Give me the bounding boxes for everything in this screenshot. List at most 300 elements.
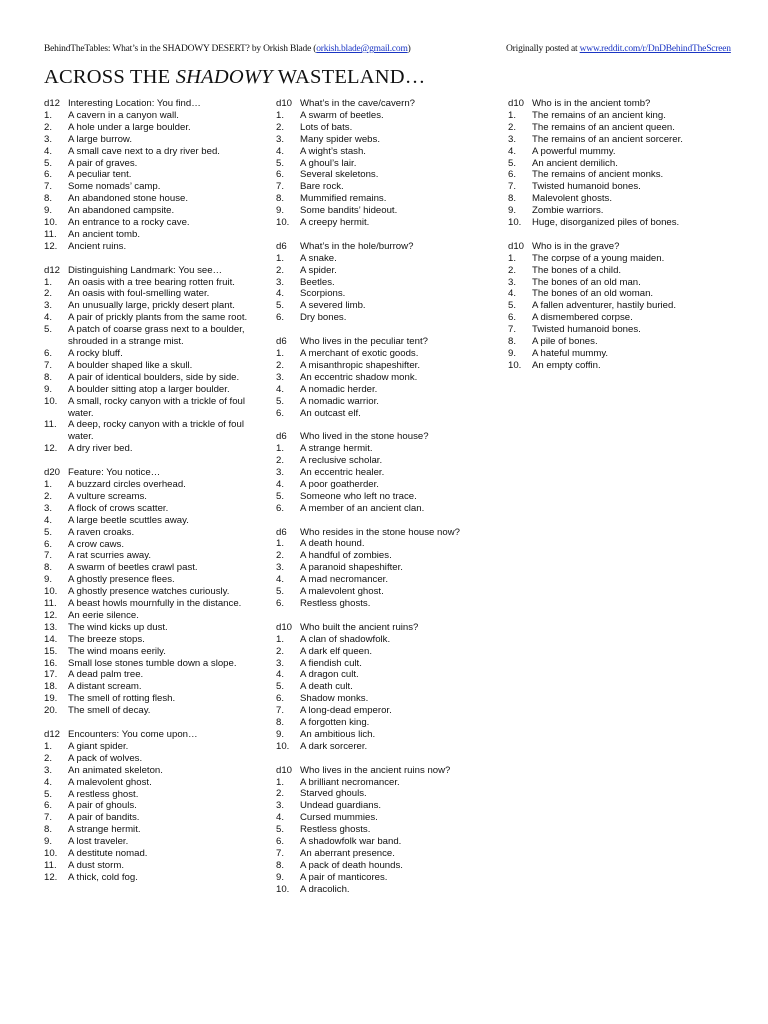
row-text: The wind moans eerily. xyxy=(68,645,166,657)
table-row xyxy=(44,693,264,705)
row-text: A malevolent ghost. xyxy=(68,776,152,788)
table-row xyxy=(508,193,728,205)
row-number: 10. xyxy=(44,586,58,598)
row-number: 4. xyxy=(276,669,285,681)
row-text: Someone who left no trace. xyxy=(300,490,417,502)
row-number: 7. xyxy=(276,848,285,859)
row-number: 9. xyxy=(44,574,53,586)
table-row xyxy=(44,217,264,229)
row-text: A patch of coarse grass next to a boulder, shrouded in a strange mist. xyxy=(68,324,245,348)
row-number: 19. xyxy=(44,693,58,705)
table-header xyxy=(276,431,496,443)
row-text: Twisted humanoid bones. xyxy=(532,181,641,193)
table-row xyxy=(44,669,264,681)
table-row xyxy=(44,205,264,217)
row-text: Zombie warriors. xyxy=(532,205,604,217)
row-text: A shadowfolk war band. xyxy=(300,836,402,848)
row-number: 12. xyxy=(44,609,58,621)
table-question: Who is in the ancient tomb? xyxy=(532,98,651,109)
author-email-link[interactable]: orkish.blade@gmail.com xyxy=(316,44,408,54)
table-header xyxy=(44,265,264,277)
row-number: 4. xyxy=(276,383,285,395)
row-text: Twisted humanoid bones. xyxy=(532,324,641,336)
table-header xyxy=(276,241,496,253)
row-text: A paranoid shapeshifter. xyxy=(300,562,403,574)
table-row xyxy=(44,681,264,693)
row-number: 1. xyxy=(276,776,285,788)
row-number: 4. xyxy=(44,312,53,324)
table-row xyxy=(44,312,264,324)
roll-table xyxy=(276,241,496,324)
table-row xyxy=(508,312,728,324)
row-text: Small lose stones tumble down a slope. xyxy=(68,657,237,669)
table-row xyxy=(44,550,264,562)
table-row xyxy=(44,527,264,539)
page-title-post: WASTELAND… xyxy=(272,66,426,88)
row-number: 12. xyxy=(44,240,58,252)
row-number: 12. xyxy=(44,871,58,883)
row-text: A small, rocky canyon with a trickle of foul water. xyxy=(68,395,246,419)
row-text: A nomadic warrior. xyxy=(300,395,379,407)
die-type: d10 xyxy=(508,98,525,109)
table-row xyxy=(276,455,496,467)
row-text: An ancient tomb. xyxy=(68,228,140,240)
row-number: 2. xyxy=(276,550,285,562)
row-number: 6. xyxy=(276,693,285,705)
row-text: A ghoul’s lair. xyxy=(300,157,357,169)
row-text: A large burrow. xyxy=(68,133,132,145)
table-row xyxy=(44,288,264,300)
row-number: 5. xyxy=(44,157,53,169)
table-row xyxy=(276,110,496,122)
row-number: 3. xyxy=(276,467,285,479)
table-row xyxy=(508,205,728,217)
table-row xyxy=(44,122,264,134)
table-header xyxy=(276,622,496,634)
row-text: A mad necromancer. xyxy=(300,574,388,586)
row-number: 7. xyxy=(508,324,517,336)
table-row xyxy=(44,705,264,717)
roll-table xyxy=(276,336,496,419)
table-row xyxy=(276,158,496,170)
row-number: 2. xyxy=(276,359,285,371)
row-text: A pair of bandits. xyxy=(68,812,140,824)
row-text: Some nomads’ camp. xyxy=(68,181,161,193)
row-text: An oasis with a tree bearing rotten fruit. xyxy=(68,276,235,288)
row-text: A strange hermit. xyxy=(68,824,141,836)
roll-table xyxy=(276,622,496,753)
roll-table xyxy=(44,467,264,717)
table-row xyxy=(276,634,496,646)
table-row xyxy=(276,467,496,479)
row-text: The remains of ancient monks. xyxy=(532,169,664,181)
row-text: A death cult. xyxy=(300,681,353,693)
row-number: 5. xyxy=(508,157,517,169)
roll-table xyxy=(276,431,496,514)
row-number: 3. xyxy=(44,764,53,776)
row-number: 5. xyxy=(44,526,53,538)
table-question: Interesting Location: You find… xyxy=(68,98,201,109)
header-attribution-text: BehindTheTables: What’s in the SHADOWY DESERT? by Orkish Blade ( xyxy=(44,44,317,54)
table-row xyxy=(44,324,264,348)
table-row xyxy=(44,515,264,527)
table-row xyxy=(276,348,496,360)
row-number: 10. xyxy=(44,848,58,860)
row-text: Lots of bats. xyxy=(300,121,353,133)
table-row xyxy=(276,872,496,884)
row-text: A nomadic herder. xyxy=(300,383,378,395)
row-number: 4. xyxy=(276,812,285,824)
row-text: A buzzard circles overhead. xyxy=(68,478,186,490)
row-number: 3. xyxy=(276,657,285,669)
table-row xyxy=(44,372,264,384)
row-text: A forgotten king. xyxy=(300,717,370,729)
row-text: An eerie silence. xyxy=(68,609,139,621)
die-type: d12 xyxy=(44,264,61,276)
row-text: An unusually large, prickly desert plant. xyxy=(68,300,235,312)
row-text: A rocky bluff. xyxy=(68,348,123,360)
row-text: A deep, rocky canyon with a trickle of foul water. xyxy=(68,419,244,443)
row-text: An outcast elf. xyxy=(300,407,361,419)
row-number: 6. xyxy=(276,836,285,848)
row-text: A peculiar tent. xyxy=(68,169,132,181)
row-number: 6. xyxy=(508,169,517,181)
table-row xyxy=(508,169,728,181)
row-text: A ghostly presence flees. xyxy=(68,574,175,586)
row-text: A swarm of beetles crawl past. xyxy=(68,562,198,574)
row-text: A dracolich. xyxy=(300,883,350,895)
row-text: A strange hermit. xyxy=(300,443,373,455)
row-number: 8. xyxy=(508,193,517,205)
row-number: 3. xyxy=(44,502,53,514)
row-number: 11. xyxy=(44,859,57,871)
row-text: A flock of crows scatter. xyxy=(68,502,169,514)
table-row xyxy=(508,253,728,265)
row-text: Ancient ruins. xyxy=(68,240,127,252)
die-type: d20 xyxy=(44,467,61,479)
table-row xyxy=(44,479,264,491)
table-row xyxy=(276,646,496,658)
row-text: A lost traveler. xyxy=(68,836,129,848)
table-row xyxy=(276,384,496,396)
row-number: 9. xyxy=(276,871,285,883)
row-text: A hateful mummy. xyxy=(532,348,609,360)
row-number: 3. xyxy=(276,800,285,812)
row-text: A long-dead emperor. xyxy=(300,705,392,717)
row-number: 2. xyxy=(508,264,517,276)
table-row xyxy=(276,658,496,670)
table-question: What’s in the cave/cavern? xyxy=(300,98,416,109)
table-header xyxy=(276,336,496,348)
table-row xyxy=(44,658,264,670)
row-number: 2. xyxy=(44,121,53,133)
row-text: The wind kicks up dust. xyxy=(68,621,168,633)
table-row xyxy=(276,562,496,574)
row-text: A swarm of beetles. xyxy=(300,109,384,121)
row-text: A dark elf queen. xyxy=(300,645,373,657)
row-number: 6. xyxy=(44,800,53,812)
die-type: d10 xyxy=(508,240,525,252)
column-1 xyxy=(44,98,264,896)
row-number: 2. xyxy=(44,752,53,764)
row-number: 8. xyxy=(44,193,53,205)
roll-table xyxy=(508,98,728,229)
table-row xyxy=(44,134,264,146)
row-text: A severed limb. xyxy=(300,300,366,312)
row-number: 1. xyxy=(44,740,53,752)
table-question: Who resides in the stone house now? xyxy=(300,526,460,538)
row-text: An abandoned campsite. xyxy=(68,205,175,217)
row-number: 8. xyxy=(44,562,53,574)
page-title-italic: SHADOWY xyxy=(175,66,273,88)
row-number: 7. xyxy=(44,812,53,824)
row-text: A handful of zombies. xyxy=(300,550,392,562)
table-row xyxy=(44,110,264,122)
row-number: 20. xyxy=(44,705,58,717)
die-type: d6 xyxy=(276,336,287,348)
table-row xyxy=(276,408,496,420)
table-row xyxy=(276,396,496,408)
row-text: A boulder sitting atop a larger boulder. xyxy=(68,383,230,395)
row-text: Scorpions. xyxy=(300,288,346,300)
table-question: Encounters: You come upon… xyxy=(68,728,198,740)
row-number: 14. xyxy=(44,633,58,645)
table-row xyxy=(508,122,728,134)
table-row xyxy=(276,729,496,741)
row-number: 9. xyxy=(508,205,517,217)
row-number: 1. xyxy=(276,538,285,550)
roll-table xyxy=(276,527,496,610)
row-number: 2. xyxy=(276,645,285,657)
page-title-pre: ACROSS THE xyxy=(44,66,176,88)
table-row xyxy=(44,753,264,765)
table-row xyxy=(44,181,264,193)
table-row xyxy=(276,491,496,503)
row-text: A creepy hermit. xyxy=(300,217,370,229)
row-number: 1. xyxy=(44,478,53,490)
row-text: Bare rock. xyxy=(300,181,344,193)
row-number: 7. xyxy=(276,181,285,193)
table-row xyxy=(508,348,728,360)
table-row xyxy=(508,146,728,158)
table-row xyxy=(44,146,264,158)
die-type: d6 xyxy=(276,526,287,538)
row-text: The bones of an old man. xyxy=(532,276,641,288)
table-row xyxy=(276,669,496,681)
table-row xyxy=(44,539,264,551)
row-number: 3. xyxy=(508,133,517,145)
header-attribution-close: ) xyxy=(407,44,411,54)
table-row xyxy=(44,800,264,812)
row-number: 10. xyxy=(276,217,290,229)
row-text: A boulder shaped like a skull. xyxy=(68,359,193,371)
row-text: A pair of ghouls. xyxy=(68,800,137,812)
row-text: An entrance to a rocky cave. xyxy=(68,217,190,229)
row-text: Beetles. xyxy=(300,276,335,288)
row-text: A pile of bones. xyxy=(532,336,598,348)
table-row xyxy=(276,134,496,146)
table-row xyxy=(276,479,496,491)
row-number: 9. xyxy=(44,836,53,848)
die-type: d6 xyxy=(276,431,287,443)
table-row xyxy=(508,277,728,289)
table-row xyxy=(276,860,496,872)
table-row xyxy=(44,241,264,253)
table-row xyxy=(44,419,264,443)
table-row xyxy=(276,169,496,181)
table-row xyxy=(276,800,496,812)
source-url-link[interactable]: www.reddit.com/r/DnDBehindTheScreen xyxy=(579,44,731,54)
table-row xyxy=(44,384,264,396)
die-type: d10 xyxy=(276,98,293,109)
table-question: Who built the ancient ruins? xyxy=(300,621,419,633)
row-text: The bones of a child. xyxy=(532,264,622,276)
table-row xyxy=(276,824,496,836)
row-text: A member of an ancient clan. xyxy=(300,502,425,514)
table-row xyxy=(276,300,496,312)
row-text: Huge, disorganized piles of bones. xyxy=(532,217,680,229)
table-row xyxy=(276,181,496,193)
row-number: 10. xyxy=(276,883,290,895)
row-number: 4. xyxy=(508,145,517,157)
row-number: 1. xyxy=(508,252,517,264)
die-type: d10 xyxy=(276,621,293,633)
row-number: 8. xyxy=(508,336,517,348)
row-text: An aberrant presence. xyxy=(300,848,395,859)
row-number: 5. xyxy=(508,300,517,312)
row-number: 1. xyxy=(276,633,285,645)
page-title xyxy=(44,66,425,89)
table-row xyxy=(276,288,496,300)
row-number: 2. xyxy=(276,121,285,133)
row-number: 2. xyxy=(276,455,285,467)
row-text: An eccentric healer. xyxy=(300,467,385,479)
row-number: 5. xyxy=(44,324,53,336)
table-row xyxy=(276,538,496,550)
row-number: 5. xyxy=(276,586,285,598)
roll-table xyxy=(276,98,496,229)
row-number: 1. xyxy=(44,109,53,121)
table-row xyxy=(276,372,496,384)
table-row xyxy=(44,610,264,622)
row-text: A pack of wolves. xyxy=(68,752,143,764)
row-number: 8. xyxy=(276,717,285,729)
row-number: 6. xyxy=(508,312,517,324)
table-row xyxy=(44,622,264,634)
row-text: The remains of an ancient queen. xyxy=(532,121,675,133)
roll-table xyxy=(44,729,264,884)
row-text: A dry river bed. xyxy=(68,443,133,455)
row-number: 3. xyxy=(276,562,285,574)
header-attribution xyxy=(44,44,411,54)
row-text: A pack of death hounds. xyxy=(300,859,403,871)
row-number: 11. xyxy=(44,419,57,431)
table-row xyxy=(276,681,496,693)
table-header xyxy=(508,98,728,110)
row-text: A crow caws. xyxy=(68,538,124,550)
row-number: 6. xyxy=(276,502,285,514)
row-number: 9. xyxy=(276,728,285,740)
table-row xyxy=(44,872,264,884)
table-row xyxy=(508,181,728,193)
row-text: A pair of graves. xyxy=(68,157,138,169)
row-text: A restless ghost. xyxy=(68,788,139,800)
row-number: 7. xyxy=(508,181,517,193)
row-text: An animated skeleton. xyxy=(68,764,163,776)
row-number: 4. xyxy=(44,776,53,788)
row-text: A fallen adventurer, hastily buried. xyxy=(532,300,676,312)
row-text: A large beetle scuttles away. xyxy=(68,514,189,526)
table-row xyxy=(44,812,264,824)
row-text: Restless ghosts. xyxy=(300,824,371,836)
table-row xyxy=(276,277,496,289)
row-number: 9. xyxy=(44,205,53,217)
row-number: 10. xyxy=(508,217,522,229)
table-row xyxy=(276,598,496,610)
table-row xyxy=(44,443,264,455)
row-text: Restless ghosts. xyxy=(300,598,371,609)
table-row xyxy=(508,360,728,372)
row-number: 10. xyxy=(44,395,58,407)
row-text: A rat scurries away. xyxy=(68,550,151,562)
row-text: A merchant of exotic goods. xyxy=(300,348,419,359)
row-number: 6. xyxy=(276,312,285,324)
row-text: A cavern in a canyon wall. xyxy=(68,109,179,121)
table-header xyxy=(276,765,496,777)
table-header xyxy=(276,527,496,539)
table-row xyxy=(44,586,264,598)
row-number: 4. xyxy=(508,288,517,300)
table-row xyxy=(276,836,496,848)
row-number: 9. xyxy=(44,383,53,395)
row-number: 11. xyxy=(44,598,57,610)
row-number: 2. xyxy=(276,788,285,800)
row-text: A vulture screams. xyxy=(68,490,147,502)
row-text: A misanthropic shapeshifter. xyxy=(300,359,420,371)
table-row xyxy=(44,765,264,777)
row-text: A beast howls mournfully in the distance. xyxy=(68,598,242,610)
die-type: d12 xyxy=(44,728,61,740)
table-row xyxy=(276,253,496,265)
table-row xyxy=(508,324,728,336)
row-number: 1. xyxy=(276,348,285,359)
row-text: A brilliant necromancer. xyxy=(300,776,400,788)
table-row xyxy=(44,574,264,586)
table-row xyxy=(44,789,264,801)
table-row xyxy=(44,598,264,610)
row-number: 8. xyxy=(276,859,285,871)
table-row xyxy=(276,312,496,324)
row-number: 4. xyxy=(276,478,285,490)
row-text: The corpse of a young maiden. xyxy=(532,252,665,264)
table-row xyxy=(44,300,264,312)
row-number: 1. xyxy=(44,276,53,288)
row-number: 4. xyxy=(276,288,285,300)
row-text: Shadow monks. xyxy=(300,693,369,705)
header-source-text: Originally posted at xyxy=(506,44,580,54)
table-row xyxy=(44,169,264,181)
row-text: A dark sorcerer. xyxy=(300,740,368,752)
table-row xyxy=(276,193,496,205)
row-text: A dragon cult. xyxy=(300,669,359,681)
table-row xyxy=(276,205,496,217)
table-question: Who is in the grave? xyxy=(532,240,620,252)
table-row xyxy=(44,158,264,170)
row-number: 6. xyxy=(44,538,53,550)
row-text: A death hound. xyxy=(300,538,365,550)
table-question: Feature: You notice… xyxy=(68,467,161,479)
row-text: An ambitious lich. xyxy=(300,728,376,740)
